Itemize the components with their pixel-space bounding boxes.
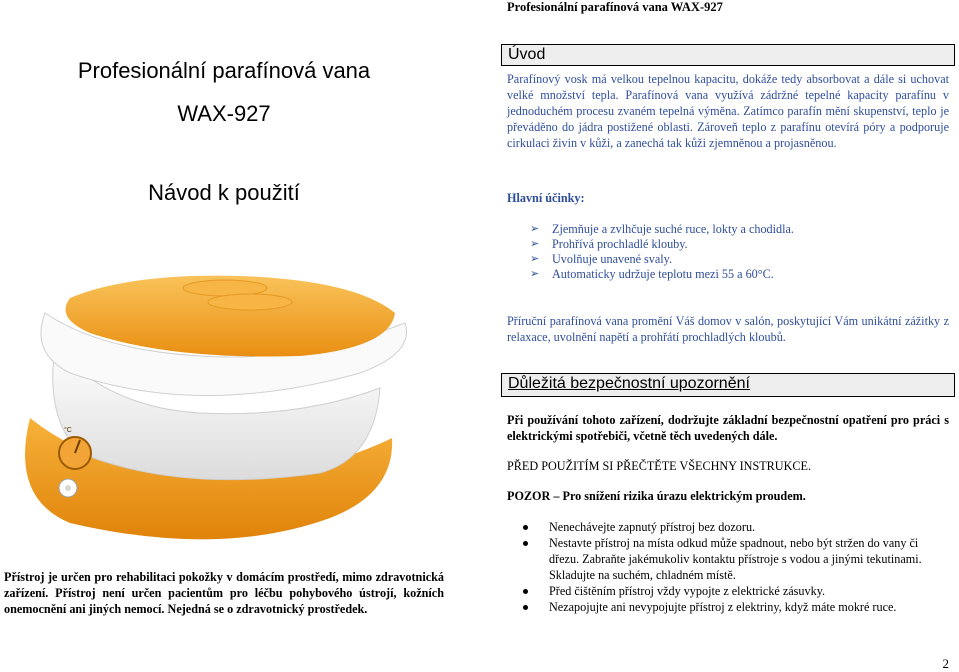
list-item: Před čištěním přístroj vždy vypojte z elektrické zásuvky. <box>507 583 947 599</box>
bullet-icon <box>523 605 528 610</box>
running-header: Profesionální parafínová vana WAX-927 <box>507 0 723 14</box>
intro-heading: Úvod <box>501 44 955 66</box>
bullet-icon <box>523 541 528 546</box>
read-instructions: PŘED POUŽITÍM SI PŘEČTĚTE VŠECHNY INSTRUKCE. <box>507 459 812 473</box>
cover-subtitle: Návod k použití <box>148 180 300 205</box>
arrow-icon: ➢ <box>530 253 540 265</box>
bullet-icon <box>523 525 528 530</box>
electric-warning: POZOR – Pro snížení rizika úrazu elektrickým proudem. <box>507 489 806 503</box>
cover-title: Profesionální parafínová vana <box>77 58 371 83</box>
intro-paragraph: Parafínový vosk má velkou tepelnou kapacitu, dokáže tedy absorbovat a dále si uchovat velké množství tepla. Parafínová vana využívá zádržné tepelné kapacity parafínu v jednoduchém procesu zvaném tepelná výměna. Zatímco parafín mění skupenství, teplo je převáděno do jádra postižené oblasti. Zároveň teplo z parafínu otevírá póry a podporuje cirkulaci živin v kůži, a zanechá tak kůži zjemněnou a projasněnou. <box>507 72 949 150</box>
arrow-icon: ➢ <box>530 223 540 235</box>
page-number: 2 <box>942 656 949 671</box>
list-item: Nestavte přístroj na místa odkud může spadnout, nebo být stržen do vany či dřezu. Zabraňte jakémukoliv kontaktu přístroje s vodou a jinými tekutinami. Skladujte na suchém, chladném místě. <box>507 535 947 583</box>
list-item: ➢ Uvolňuje unavené svaly. <box>530 252 673 266</box>
effects-list <box>530 222 950 282</box>
list-item: ➢ Zjemňuje a zvlhčuje suché ruce, lokty a chodidla. <box>530 222 794 236</box>
usage-note: Přístroj je určen pro rehabilitaci pokožky v domácím prostředí, mimo zdravotnická zařízení. Přístroj není určen pacientům pro léčbu pohybového ústrojí, kožních onemocnění ani jiných nemocí. Nejedná se o zdravotnický prostředek. <box>4 570 444 616</box>
svg-text:°C: °C <box>64 427 72 434</box>
safety-intro: Při používání tohoto zařízení, dodržujte základní bezpečnostní opatření pro práci s elektrickými spotřebiči, včetně těch uvedených dále. <box>507 413 949 443</box>
list-item: ➢ Automaticky udržuje teplotu mezi 55 a 60°C. <box>530 267 774 281</box>
paraffin-bath-illustration <box>0 268 440 558</box>
intro-closing: Příruční parafínová vana promění Váš domov v salón, poskytující Vám unikátní zážitky z relaxace, uvolnění napětí a prohřátí prochladlých kloubů. <box>507 314 949 344</box>
safety-heading: Důležitá bezpečnostní upozornění <box>501 373 955 397</box>
arrow-icon: ➢ <box>530 268 540 280</box>
list-item: Nezapojujte ani nevypojujte přístroj z elektriny, když máte mokré ruce. <box>507 599 947 615</box>
bullet-icon <box>523 589 528 594</box>
arrow-icon: ➢ <box>530 238 540 250</box>
lid-recess-2 <box>208 294 292 310</box>
list-item: Nenechávejte zapnutý přístroj bez dozoru. <box>507 519 947 535</box>
safety-list <box>507 519 947 615</box>
list-item: ➢ Prohřívá prochladlé klouby. <box>530 237 688 251</box>
cover-model: WAX-927 <box>177 101 271 126</box>
effects-title: Hlavní účinky: <box>507 191 585 205</box>
